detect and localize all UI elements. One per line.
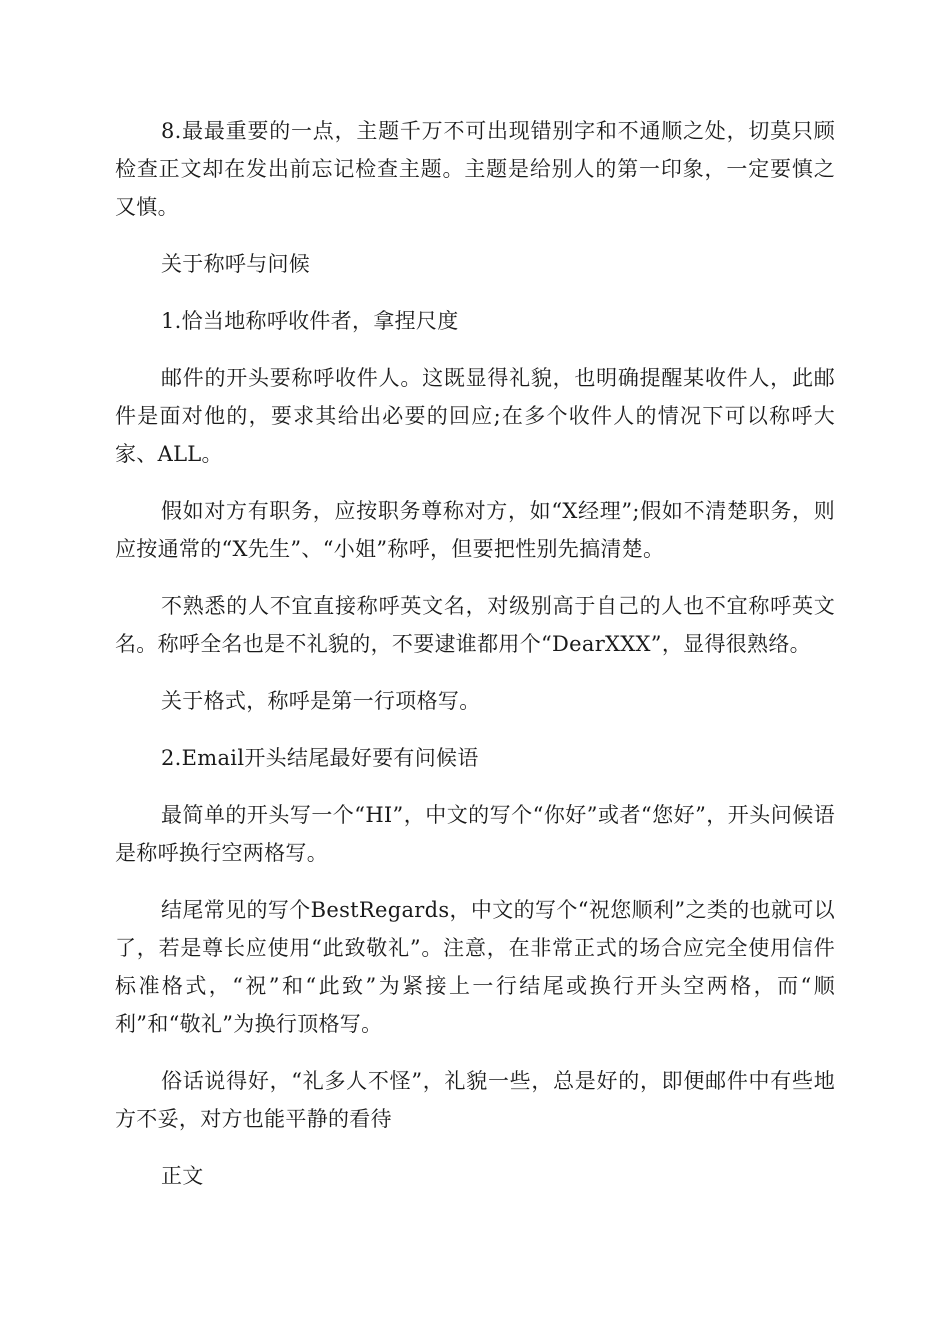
paragraph-courtesy: 俗话说得好，“礼多人不怪”，礼貌一些，总是好的，即便邮件中有些地方不妥，对方也能平静的看待 (115, 1069, 835, 1131)
paragraph-english-name: 不熟悉的人不宜直接称呼英文名，对级别高于自己的人也不宜称呼英文名。称呼全名也是不礼貌的，不要逮谁都用个“DearXXX”，显得很熟络。 (115, 594, 835, 656)
paragraph-job-title: 假如对方有职务，应按职务尊称对方，如“X经理”;假如不清楚职务，则应按通常的“X先生”、“小姐”称呼，但要把性别先搞清楚。 (115, 499, 835, 561)
item-heading-address-recipient: 1.恰当地称呼收件者，拿捏尺度 (161, 309, 459, 333)
item-heading-email-greeting: 2.Email开头结尾最好要有问候语 (161, 746, 479, 770)
paragraph-subject-check: 8.最最重要的一点，主题千万不可出现错别字和不通顺之处，切莫只顾检查正文却在发出前忘记检查主题。主题是给别人的第一印象，一定要慎之又慎。 (115, 119, 835, 219)
document-page (115, 112, 835, 1214)
paragraph-closing: 结尾常见的写个BestRegards，中文的写个“祝您顺利”之类的也就可以了，若是尊长应使用“此致敬礼”。注意，在非常正式的场合应完全使用信件标准格式，“祝”和“此致”为紧接上一行结尾或换行开头空两格，而“顺利”和“敬礼”为换行顶格写。 (115, 898, 835, 1036)
section-heading-greeting: 关于称呼与问候 (161, 252, 311, 276)
paragraph-opening: 最简单的开头写一个“HI”，中文的写个“你好”或者“您好”，开头问候语是称呼换行空两格写。 (115, 803, 835, 865)
section-heading-body: 正文 (161, 1164, 204, 1188)
paragraph-address-recipient: 邮件的开头要称呼收件人。这既显得礼貌，也明确提醒某收件人，此邮件是面对他的，要求其给出必要的回应;在多个收件人的情况下可以称呼大家、ALL。 (115, 366, 835, 466)
paragraph-format: 关于格式，称呼是第一行项格写。 (161, 689, 481, 713)
